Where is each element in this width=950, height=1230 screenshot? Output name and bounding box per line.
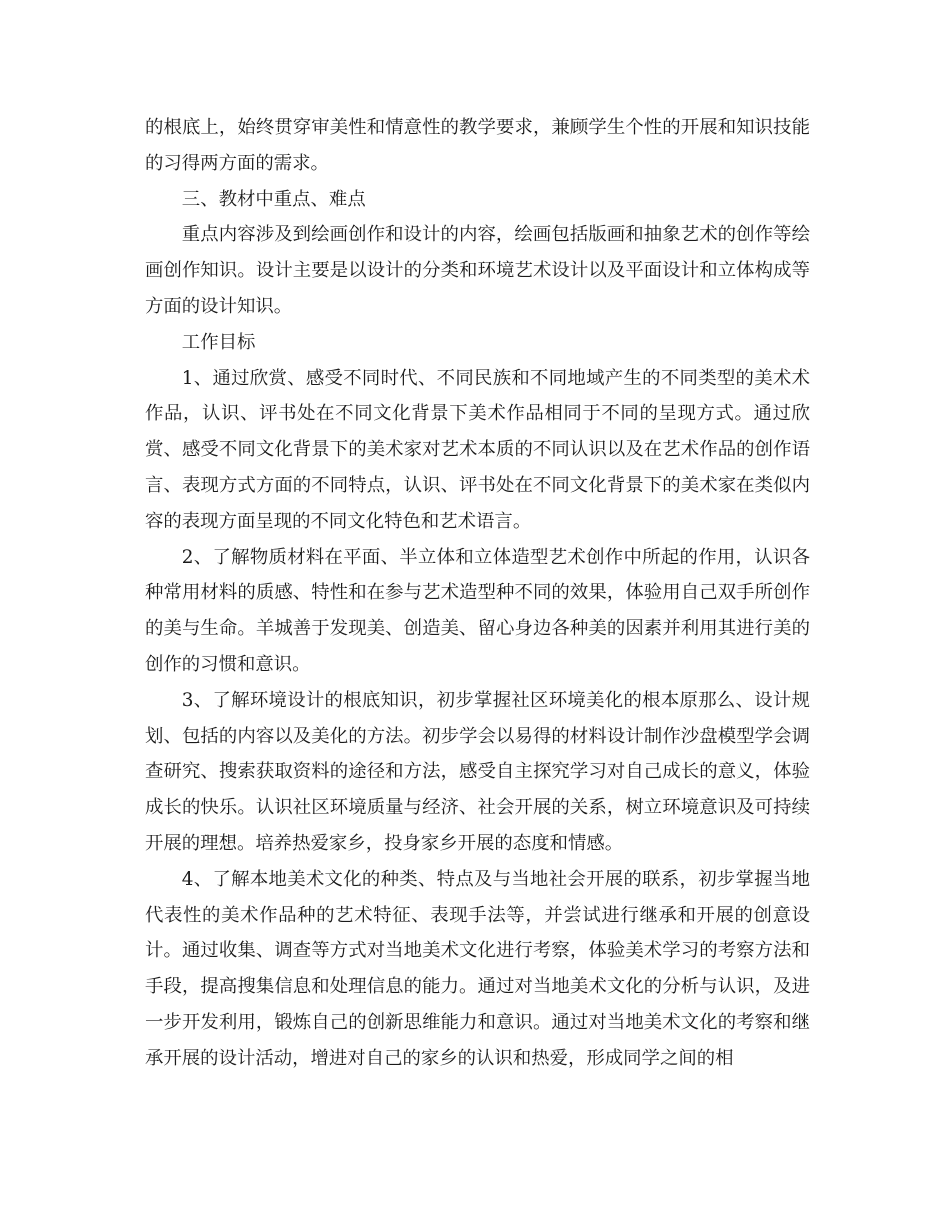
section-heading-key-points: 三、教材中重点、难点 xyxy=(181,188,366,210)
section-heading-work-goals: 工作目标 xyxy=(181,331,256,353)
document-body xyxy=(145,110,810,1077)
goal-item-3: 3、了解环境设计的根底知识，初步掌握社区环境美化的根本原那么、设计规划、包括的内容以及美化的方法。初步学会以易得的材料设计制作沙盘模型学会调查研究、搜索获取资料的途径和方法，感受自主探究学习对自己成长的意义，体验成长的快乐。认识社区环境质量与经济、社会开展的关系，树立环境意识及可持续开展的理想。培养热爱家乡，投身家乡开展的态度和情感。 xyxy=(145,689,810,854)
paragraph-key-content: 重点内容涉及到绘画创作和设计的内容，绘画包括版画和抽象艺术的创作等绘画创作知识。设计主要是以设计的分类和环境艺术设计以及平面设计和立体构成等方面的设计知识。 xyxy=(145,224,810,317)
goal-item-2: 2、了解物质材料在平面、半立体和立体造型艺术创作中所起的作用，认识各种常用材料的质感、特性和在参与艺术造型种不同的效果，体验用自己双手所创作的美与生命。羊城善于发现美、创造美、留心身边各种美的因素并利用其进行美的创作的习惯和意识。 xyxy=(145,546,810,675)
goal-item-1: 1、通过欣赏、感受不同时代、不同民族和不同地域产生的不同类型的美术术作品，认识、评书处在不同文化背景下美术作品相同于不同的呈现方式。通过欣赏、感受不同文化背景下的美术家对艺术本质的不同认识以及在艺术作品的创作语言、表现方式方面的不同特点，认识、评书处在不同文化背景下的美术家在类似内容的表现方面呈现的不同文化特色和艺术语言。 xyxy=(145,367,810,532)
paragraph-continuation: 的根底上，始终贯穿审美性和情意性的教学要求，兼顾学生个性的开展和知识技能的习得两方面的需求。 xyxy=(145,117,810,174)
goal-item-4: 4、了解本地美术文化的种类、特点及与当地社会开展的联系，初步掌握当地代表性的美术作品种的艺术特征、表现手法等，并尝试进行继承和开展的创意设计。通过收集、调查等方式对当地美术文化进行考察，体验美术学习的考察方法和手段，提高搜集信息和处理信息的能力。通过对当地美术文化的分析与认识，及进一步开发利用，锻炼自己的创新思维能力和意识。通过对当地美术文化的考察和继承开展的设计活动，增进对自己的家乡的认识和热爱，形成同学之间的相 xyxy=(145,868,810,1069)
